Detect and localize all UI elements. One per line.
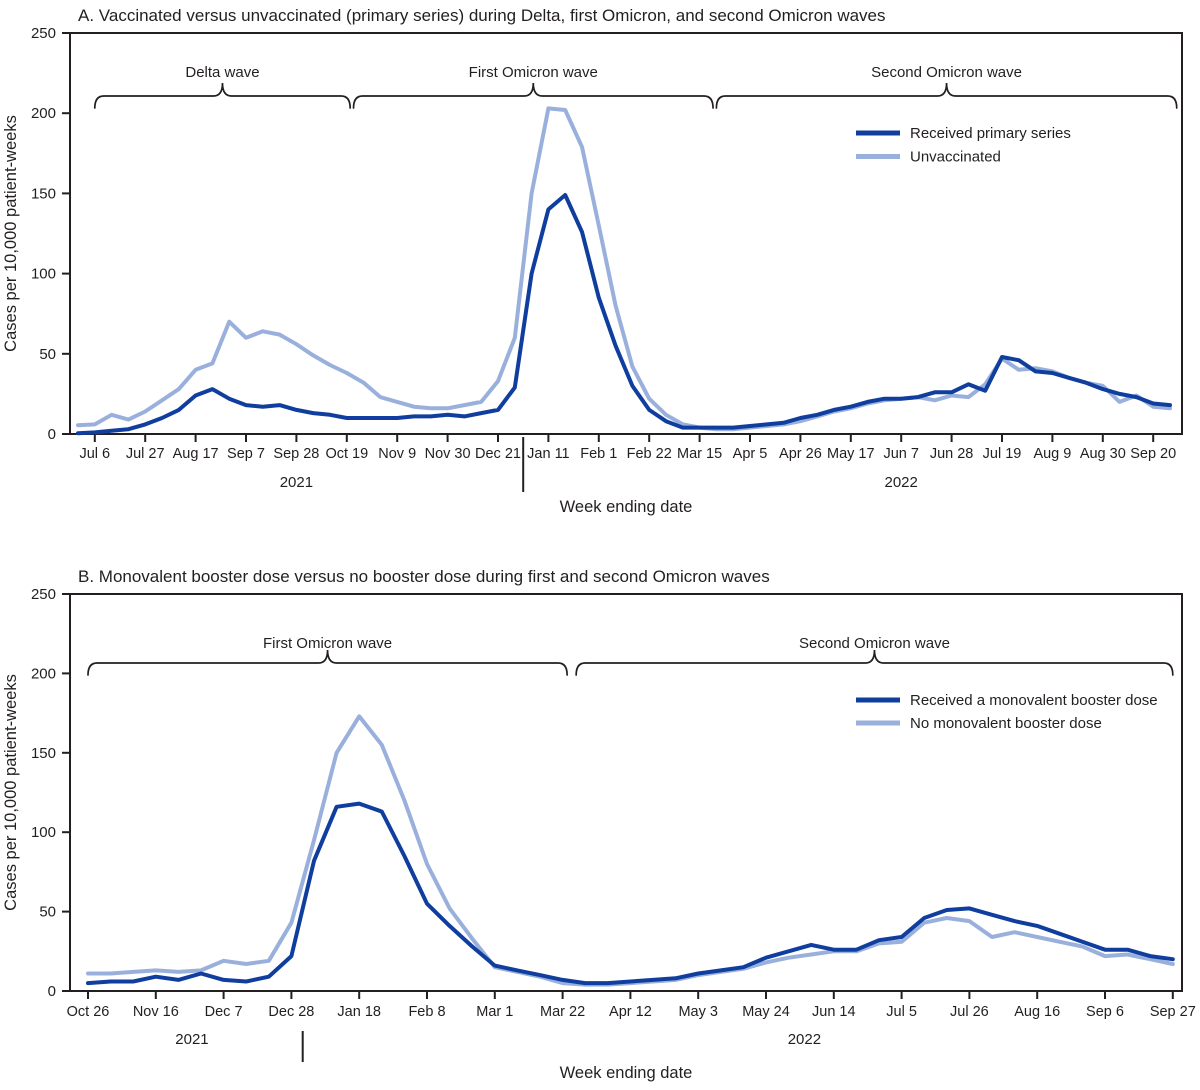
x-tick-label: Aug 16 bbox=[1014, 1004, 1061, 1020]
year-label: 2021 bbox=[175, 1031, 209, 1048]
x-tick-label: Jul 5 bbox=[886, 1004, 917, 1020]
wave-brace bbox=[716, 83, 1176, 108]
x-tick-label: Mar 22 bbox=[540, 1004, 586, 1020]
x-tick-label: Nov 30 bbox=[424, 446, 471, 462]
y-tick-label: 150 bbox=[30, 185, 56, 203]
x-tick-label: Jun 14 bbox=[812, 1004, 856, 1020]
x-tick-label: Sep 27 bbox=[1149, 1004, 1196, 1020]
x-tick-label: Sep 7 bbox=[227, 446, 265, 462]
wave-brace bbox=[88, 650, 567, 675]
legend-label: Received primary series bbox=[910, 125, 1071, 142]
y-tick-label: 250 bbox=[30, 25, 56, 42]
y-tick-label: 50 bbox=[39, 903, 56, 921]
panel-title: A. Vaccinated versus unvaccinated (primary series) during Delta, first Omicron, and second Omicron waves bbox=[78, 6, 886, 25]
x-tick-label: Apr 5 bbox=[732, 446, 768, 462]
x-tick-label: Jul 19 bbox=[982, 446, 1022, 462]
year-label: 2022 bbox=[787, 1031, 822, 1048]
wave-label: Delta wave bbox=[185, 64, 260, 81]
y-tick-label: 100 bbox=[30, 265, 56, 283]
x-tick-label: Sep 6 bbox=[1086, 1004, 1124, 1020]
wave-label: Second Omicron wave bbox=[871, 64, 1023, 81]
wave-brace bbox=[95, 83, 350, 108]
year-label: 2021 bbox=[279, 474, 314, 491]
series-line-light bbox=[88, 716, 1173, 984]
x-axis-title: Week ending date bbox=[559, 498, 693, 516]
series-line-dark bbox=[78, 195, 1170, 433]
y-axis-title: Cases per 10,000 patient-weeks bbox=[2, 674, 20, 911]
x-tick-label: Sep 20 bbox=[1130, 446, 1177, 462]
x-tick-label: Aug 9 bbox=[1033, 446, 1072, 462]
x-tick-label: Nov 16 bbox=[132, 1004, 179, 1020]
y-tick-label: 150 bbox=[30, 744, 56, 762]
x-tick-label: May 3 bbox=[678, 1004, 718, 1020]
wave-brace bbox=[576, 650, 1173, 675]
x-tick-label: Jul 27 bbox=[125, 446, 165, 462]
x-tick-label: Jan 18 bbox=[337, 1004, 381, 1020]
y-tick-label: 200 bbox=[30, 665, 56, 683]
legend-label: No monovalent booster dose bbox=[910, 715, 1102, 732]
x-tick-label: Dec 21 bbox=[475, 446, 521, 462]
y-tick-label: 0 bbox=[47, 983, 56, 1000]
x-tick-label: Oct 26 bbox=[66, 1004, 110, 1020]
wave-label: Second Omicron wave bbox=[799, 635, 950, 652]
x-tick-label: Jul 26 bbox=[950, 1004, 989, 1020]
panel-title: B. Monovalent booster dose versus no booster dose during first and second Omicron waves bbox=[78, 567, 770, 586]
x-tick-label: May 17 bbox=[827, 446, 875, 462]
x-tick-label: Aug 17 bbox=[172, 446, 219, 462]
x-tick-label: Apr 26 bbox=[779, 446, 822, 462]
x-tick-label: Sep 28 bbox=[273, 446, 320, 462]
x-tick-label: Aug 30 bbox=[1079, 446, 1126, 462]
x-tick-label: Feb 8 bbox=[408, 1004, 446, 1020]
x-tick-label: Oct 19 bbox=[325, 446, 369, 462]
wave-label: First Omicron wave bbox=[262, 635, 393, 652]
wave-label: First Omicron wave bbox=[468, 64, 598, 81]
series-line-light bbox=[78, 108, 1170, 429]
y-tick-label: 50 bbox=[39, 345, 56, 363]
x-tick-label: Jun 28 bbox=[929, 446, 974, 462]
y-tick-label: 100 bbox=[30, 824, 56, 842]
wave-brace bbox=[354, 83, 714, 108]
x-tick-label: Mar 15 bbox=[677, 446, 723, 462]
panel-b-chart bbox=[0, 545, 1200, 1090]
y-tick-label: 200 bbox=[30, 105, 56, 123]
x-tick-label: Jul 6 bbox=[79, 446, 111, 462]
x-tick-label: Jan 11 bbox=[527, 446, 570, 462]
series-line-dark bbox=[88, 804, 1173, 984]
x-tick-label: Mar 1 bbox=[476, 1004, 514, 1020]
x-tick-label: Feb 22 bbox=[626, 446, 672, 462]
x-tick-label: May 24 bbox=[742, 1004, 790, 1020]
y-axis-title: Cases per 10,000 patient-weeks bbox=[2, 115, 20, 352]
x-tick-label: Feb 1 bbox=[580, 446, 618, 462]
y-tick-label: 0 bbox=[47, 426, 56, 443]
legend-label: Unvaccinated bbox=[910, 148, 1001, 166]
x-tick-label: Apr 12 bbox=[609, 1004, 652, 1020]
legend-label: Received a monovalent booster dose bbox=[910, 692, 1158, 709]
x-tick-label: Jun 7 bbox=[883, 446, 919, 462]
x-tick-label: Nov 9 bbox=[378, 446, 417, 462]
x-tick-label: Dec 7 bbox=[204, 1004, 243, 1020]
x-tick-label: Dec 28 bbox=[268, 1004, 315, 1020]
year-label: 2022 bbox=[884, 474, 918, 491]
x-axis-title: Week ending date bbox=[559, 1064, 693, 1082]
y-tick-label: 250 bbox=[30, 586, 56, 603]
